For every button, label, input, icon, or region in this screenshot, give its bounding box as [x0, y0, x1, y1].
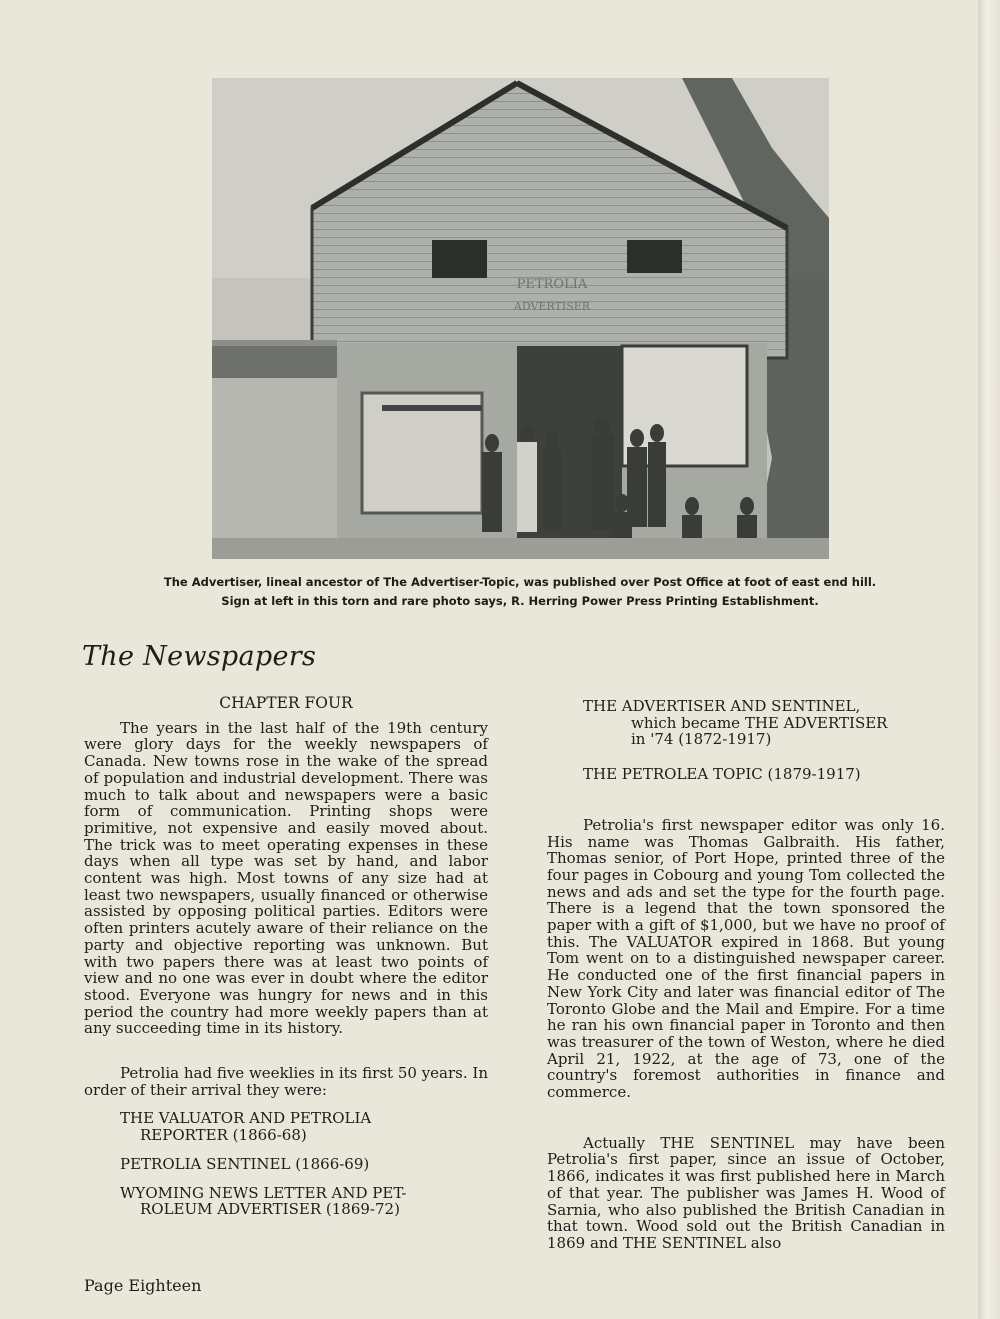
paper-name-line: WYOMING NEWS LETTER AND PET-: [120, 1183, 407, 1202]
historic-photo: [212, 78, 829, 559]
photo-caption: [60, 573, 980, 611]
paper-name-line: REPORTER (1866-68): [140, 1126, 307, 1145]
advertiser-building-photo: [212, 78, 829, 559]
page-edge: [978, 0, 1000, 1319]
caption-line-1: The Advertiser, lineal ancestor of The Advertiser-Topic, was published over Post Office at foot of east end hill.: [163, 575, 877, 589]
building-sign-upper: PETROLIA: [516, 277, 588, 292]
weeklies-paragraph: Petrolia had five weeklies in its first 50 years. In order of their arrival they were:: [84, 1064, 488, 1099]
paper-name-line: THE PETROLEA TOPIC (1879-1917): [583, 765, 861, 784]
sentinel-paragraph: Actually THE SENTINEL may have been Petrolia's first paper, since an issue of October, 1866, indicates it was first published here in March of that year. The publisher was James H. Wood of Sarnia, who also published the British Canadian in that town. Wood sold out the British Canadian in 1869 and THE SENTINEL also: [547, 1133, 945, 1252]
paper-name-line: which became THE ADVERTISER: [631, 713, 888, 732]
paper-name-line: THE VALUATOR AND PETROLIA: [120, 1109, 372, 1128]
galbraith-paragraph: Petrolia's first newspaper editor was only 16. His name was Thomas Galbraith. His father, Thomas senior, of Port Hope, printed three of the four pages in Cobourg and young Tom collected the news and ads and set the type for the fourth page. There is a legend that the town sponsored the paper with a gift of $1,000, but we have no proof of this. The VALUATOR expired in 1868. But young Tom went on to a distinguished newspaper career. He conducted one of the first financial papers in New York City and later was financial editor of The Toronto Globe and the Mail and Empire. For a time he ran his own financial paper in Toronto and then was treasurer of the town of Weston, where he died April 21, 1922, at the age of 73, one of the country's foremost authorities in finance and commerce.: [547, 815, 945, 1102]
paper-name-line: in '74 (1872-1917): [631, 730, 772, 749]
building-sign-lower: ADVERTISER: [513, 300, 591, 313]
intro-paragraph: The years in the last half of the 19th century were glory days for the weekly newspapers of Canada. New towns rose in the wake of the spread of population and industrial development. There was much to talk about and newspapers were a basic form of communication. Printing shops were primitive, not expensive and easily moved about. The trick was to meet operating expenses in these days when all type was set by hand, and labor content was high. Most towns of any size had at least two newspapers, usually financed or otherwise assisted by opposing political parties. Editors were often printers acutely aware of their reliance on the party and objective reporting was unknown. But with two papers there was at least two points of view and no one was ever in doubt where the editor stood. Everyone was hungry for news and in this period the country had more weekly papers than at any succeeding time in its history.: [84, 718, 488, 1038]
page-number: Page Eighteen: [84, 1276, 202, 1295]
paper-list-item: [120, 1110, 488, 1143]
chapter-title: CHAPTER FOUR: [219, 694, 353, 712]
paper-name-line: ROLEUM ADVERTISER (1869-72): [140, 1200, 400, 1219]
paper-list: [84, 1110, 488, 1218]
paper-name-line: THE ADVERTISER AND SENTINEL,: [583, 697, 861, 715]
paper-list-item: [120, 1185, 488, 1218]
section-heading: The Newspapers: [82, 641, 317, 672]
right-column: [547, 698, 945, 1252]
left-column: [84, 695, 488, 1218]
paper-name-line: PETROLIA SENTINEL (1866-69): [120, 1154, 370, 1173]
caption-line-2: Sign at left in this torn and rare photo says, R. Herring Power Press Printing Establishment.: [221, 594, 819, 608]
paper-list-item: [120, 1156, 488, 1173]
